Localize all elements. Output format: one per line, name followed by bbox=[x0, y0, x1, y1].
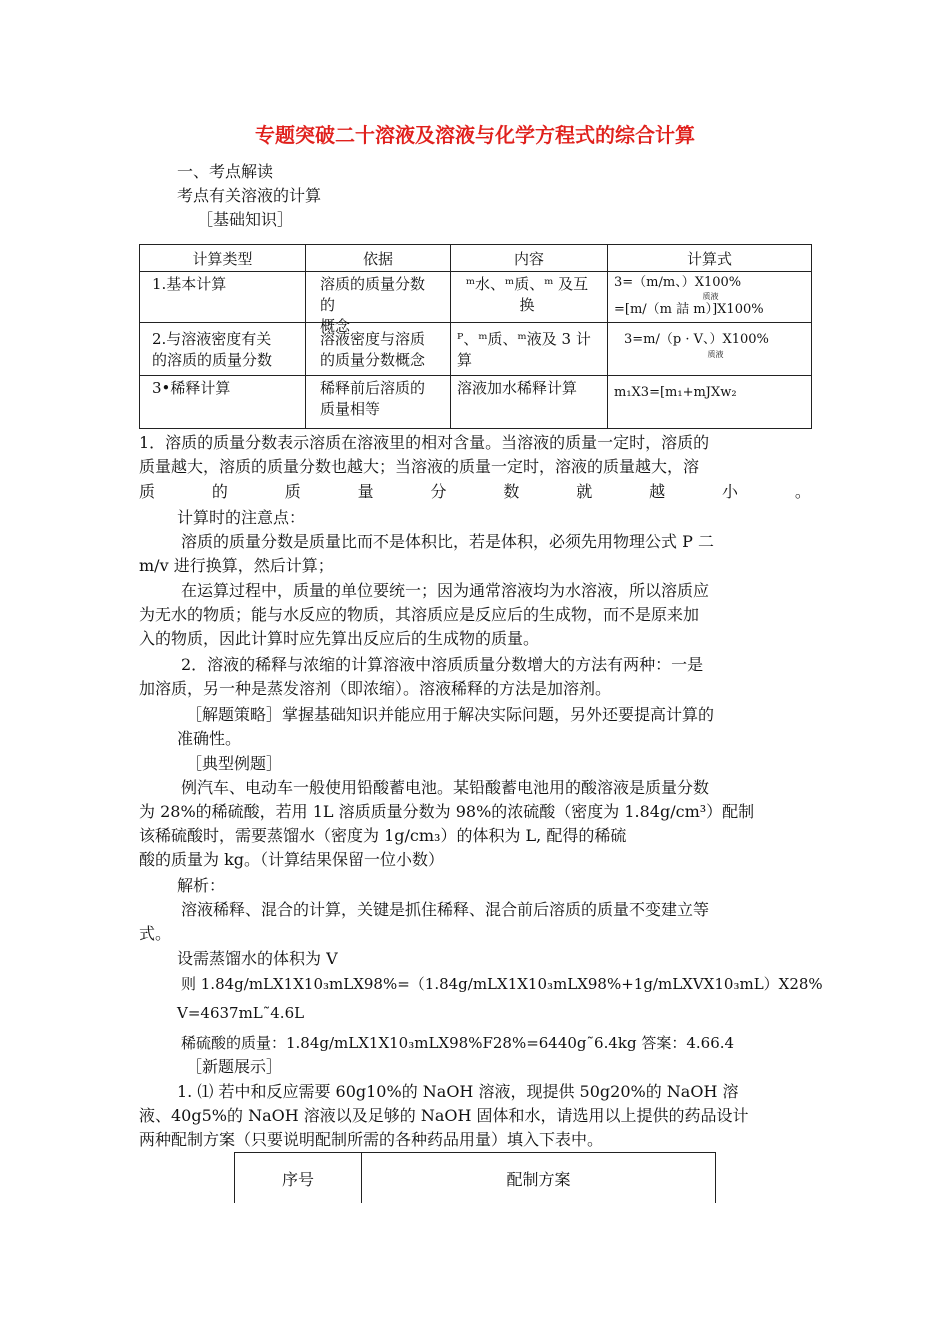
paragraph-line: 式。 bbox=[139, 924, 172, 943]
calculation-table bbox=[139, 244, 812, 429]
table-cell: ᵐ水、ᵐ质、ᵐ 及互 换 bbox=[451, 272, 608, 323]
table-cell: 溶液加水稀释计算 bbox=[451, 376, 608, 429]
table-cell: m₁X3=[m₁+mJXw₂ bbox=[608, 376, 812, 429]
table-row bbox=[140, 272, 812, 323]
question-line: 液、40g5%的 NaOH 溶液以及足够的 NaOH 固体和水，请选用以上提供的药品设计 bbox=[139, 1106, 749, 1125]
paragraph-line: 设需蒸馏水的体积为 V bbox=[177, 949, 338, 968]
new-question-heading: ［新题展示］ bbox=[186, 1057, 283, 1076]
justified-char: 的 bbox=[211, 482, 228, 501]
paragraph-line: 入的物质，因此计算时应先算出反应后的生成物的质量。 bbox=[139, 629, 540, 648]
analysis-heading: 解析： bbox=[177, 876, 226, 895]
table-cell: 1.基本计算 bbox=[140, 272, 306, 323]
justified-char: 小 bbox=[722, 482, 739, 501]
paragraph-line: 为无水的物质；能与水反应的物质，其溶质应是反应后的生成物，而不是原来加 bbox=[139, 605, 700, 624]
paragraph-line: 在运算过程中，质量的单位要统一；因为通常溶液均为水溶液，所以溶质应 bbox=[181, 581, 710, 600]
section-heading-2: 考点有关溶液的计算 bbox=[177, 186, 322, 205]
justified-char: 质 bbox=[139, 482, 156, 501]
note-heading: 计算时的注意点： bbox=[177, 508, 306, 527]
question-line: 两种配制方案（只要说明配制所需的各种药品用量）填入下表中。 bbox=[139, 1130, 604, 1149]
justified-char: 分 bbox=[430, 482, 447, 501]
table-header: 依据 bbox=[306, 245, 451, 272]
strategy-line: 准确性。 bbox=[177, 729, 242, 748]
table-header: 内容 bbox=[451, 245, 608, 272]
table-cell: 2.与溶液密度有关 的溶质的质量分数 bbox=[140, 323, 306, 376]
example-heading: ［典型例题］ bbox=[186, 754, 283, 773]
paragraph-line: 酸的质量为 kg。（计算结果保留一位小数） bbox=[139, 850, 445, 869]
table-cell: 3=（m/m、）X100% 质液 =[m/（m 詰 m）]X100% bbox=[608, 272, 812, 323]
table-cell: 3•稀释计算 bbox=[140, 376, 306, 429]
table-header: 配制方案 bbox=[362, 1153, 716, 1204]
question-line: 1. ⑴ 若中和反应需要 60g10%的 NaOH 溶液，现提供 50g20%的 NaOH 溶 bbox=[177, 1082, 739, 1101]
table-row bbox=[140, 376, 812, 429]
equation-line: 稀硫酸的质量：1.84g/mLX1X10₃mLX98%F28%=6440g˜6.4kg 答案：4.66.4 bbox=[181, 1034, 735, 1052]
table-cell: 稀释前后溶质的 质量相等 bbox=[306, 376, 451, 429]
paragraph-line: 该稀硫酸时，需要蒸馏水（密度为 1g/cm₃）的体积为 L, 配得的稀硫 bbox=[139, 826, 627, 845]
justified-char: 质 bbox=[284, 482, 301, 501]
strategy-line: ［解题策略］掌握基础知识并能应用于解决实际问题，另外还要提高计算的 bbox=[186, 705, 715, 724]
table-header: 序号 bbox=[235, 1153, 362, 1204]
table-header: 计算式 bbox=[608, 245, 812, 272]
paragraph-line: m/v 进行换算，然后计算； bbox=[139, 556, 334, 575]
table-header: 计算类型 bbox=[140, 245, 306, 272]
paragraph-line: 1．溶质的质量分数表示溶质在溶液里的相对含量。当溶液的质量一定时，溶质的 bbox=[139, 433, 710, 452]
table-cell: 溶液密度与溶质 的质量分数概念 bbox=[306, 323, 451, 376]
page-title: 专题突破二十溶液及溶液与化学方程式的综合计算 bbox=[255, 123, 695, 147]
equation-line: 则 1.84g/mLX1X10₃mLX98%=（1.84g/mLX1X10₃mLX98%+1g/mLXVX10₃mL）X28% bbox=[181, 975, 823, 993]
paragraph-line: 2．溶液的稀释与浓缩的计算溶液中溶质质量分数增大的方法有两种：一是 bbox=[181, 655, 704, 674]
plan-table bbox=[234, 1152, 716, 1203]
justified-char: 量 bbox=[357, 482, 374, 501]
justified-char: 越 bbox=[649, 482, 666, 501]
table-cell: 3=m/（p · V、）X100% 质液 bbox=[608, 323, 812, 376]
justified-char: 。 bbox=[794, 482, 811, 501]
equation-line: V=4637mL˜4.6L bbox=[177, 1004, 305, 1022]
paragraph-line: 溶质的质量分数是质量比而不是体积比，若是体积，必须先用物理公式 P 二 bbox=[181, 532, 714, 551]
paragraph-line: 为 28%的稀硫酸，若用 1L 溶质质量分数为 98%的浓硫酸（密度为 1.84g/cm³）配制 bbox=[139, 802, 755, 821]
table-cell: ᴾ、ᵐ质、ᵐ液及 3 计 算 bbox=[451, 323, 608, 376]
section-heading-1: 一、考点解读 bbox=[177, 162, 274, 181]
paragraph-line: 加溶质，另一种是蒸发溶剂（即浓缩）。溶液稀释的方法是加溶剂。 bbox=[139, 679, 612, 698]
paragraph-line: 例汽车、电动车一般使用铅酸蓄电池。某铅酸蓄电池用的酸溶液是质量分数 bbox=[181, 778, 710, 797]
paragraph-line: 溶液稀释、混合的计算，关键是抓住稀释、混合前后溶质的质量不变建立等 bbox=[181, 900, 710, 919]
justified-char: 就 bbox=[576, 482, 593, 501]
paragraph-line: 质量越大，溶质的质量分数也越大；当溶液的质量一定时，溶液的质量越大，溶 bbox=[139, 457, 700, 476]
table-row bbox=[140, 323, 812, 376]
paragraph-justified-line bbox=[139, 480, 811, 504]
basic-knowledge-heading: ［基础知识］ bbox=[197, 210, 294, 229]
justified-char: 数 bbox=[503, 482, 520, 501]
table-cell: 溶质的质量分数 的 概念 bbox=[306, 272, 451, 323]
